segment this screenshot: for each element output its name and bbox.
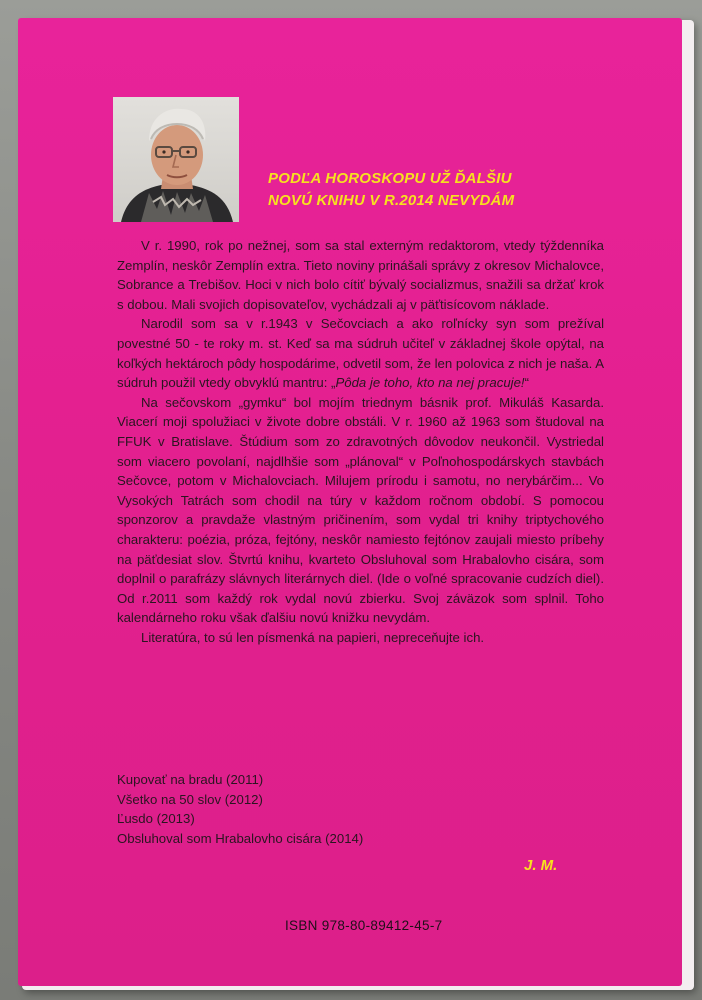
mantra-quote: Pôda je toho, kto na nej pracuje! xyxy=(335,375,525,391)
publication-item: Kupovať na bradu (2011) xyxy=(117,772,264,787)
isbn-number: ISBN 978-80-89412-45-7 xyxy=(285,918,443,933)
author-signature: J. M. xyxy=(524,857,558,874)
headline-line-1: PODĽA HOROSKOPU UŽ ĎALŠIU xyxy=(268,170,512,187)
biography-paragraph-4: Literatúra, to sú len písmenká na papieri, nepreceňujte ich. xyxy=(141,629,485,645)
biography-paragraph-3: Na sečovskom „gymku“ bol mojím triednym básnik prof. Mikuláš Kasarda. Viacerí moji spolužiaci v živote dobre obstáli. V r. 1960 až 1963 som študoval na FFUK v Bratislave. Štúdium som zo zdravotných dôvodov neukončil. Vystriedal som viacero povolaní, najdlhšie som „plánoval“ v Poľnohospodárskych stavbách Sečovce, potom v Michalovciach. Milujem prírodu i samotu, no nerybárčim... Vo Vysokých Tatrách som chodil na túry v každom ročnom období. S pomocou sponzorov a pravdaže vlastným pričinením, som vydal tri knihy triptychového charakteru: poézia, próza, fejtóny, neskôr namiesto fejtónov zaujali miesto príbehy na päťdesiat slov. Štvrtú knihu, kvarteto Obsluhoval som Hrabalovho cisára, som doplnil o parafrázy slávnych literárnych diel. (Ide o voľné spracovanie cudzích diel). Od r.2011 som každý rok vydal novú zbierku. Svoj záväzok som splnil. Toho kalendárneho roku však ďalšiu novú knižku nevydám. xyxy=(117,394,604,626)
publication-list xyxy=(117,770,537,848)
author-portrait-photo xyxy=(113,97,239,222)
publication-item: Všetko na 50 slov (2012) xyxy=(117,791,263,807)
headline xyxy=(268,168,608,212)
mantra-close-quote: “ xyxy=(524,375,529,391)
publication-item: Ľusdo (2013) xyxy=(117,811,195,827)
author-biography xyxy=(117,236,604,647)
publication-item: Obsluhoval som Hrabalovho cisára (2014) xyxy=(117,830,364,846)
author-portrait-illustration xyxy=(113,97,239,222)
biography-paragraph-1: V r. 1990, rok po nežnej, som sa stal externým redaktorom, vtedy týždenníka Zemplín, neskôr Zemplín extra. Tieto noviny prinášali správy z okresov Michalovce, Sobrance a Trebišov. Hoci v nich bolo cítiť bývalý socializmus, snažili sa držať krok s dobou. Mali svojich dopisovateľov, vychádzali aj v päťtisícovom náklade. xyxy=(117,238,604,312)
biography-paragraph-2 xyxy=(117,314,604,392)
biography-paragraph-2-text: Narodil som sa v r.1943 v Sečovciach a ako roľnícky syn som prežíval povestné 50 - te roky m. st. Keď sa ma súdruh učiteľ v základnej škole opýtal, na koľkých hektároch pôdy hospodárime, odvetil som, že len polovica z nich je naša. A súdruh použil vtedy obvyklú mantru: „ xyxy=(117,316,604,391)
headline-line-2: NOVÚ KNIHU V R.2014 NEVYDÁM xyxy=(268,192,515,209)
